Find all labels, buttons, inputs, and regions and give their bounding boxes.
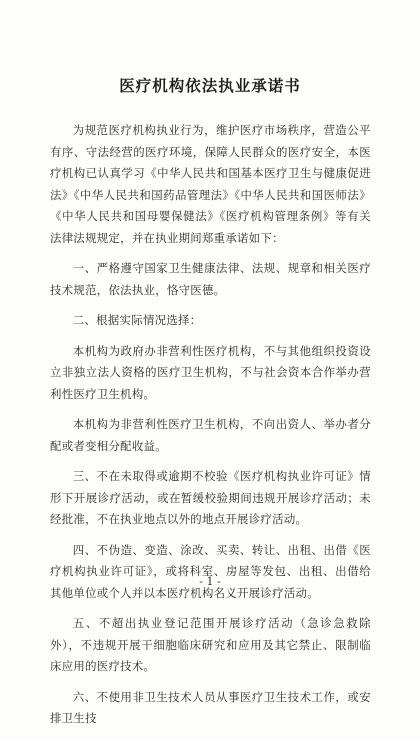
paragraph-option-b: 本机构为非营利性医疗卫生机构，不向出资人、举办者分配或者变相分配收益。 (50, 417, 371, 453)
paragraph-item-5: 五、不超出执业登记范围开展诊疗活动（急诊急救除外），不违规开展干细胞临床研究和应用及其它禁止、限制临床应用的医疗技术。 (50, 616, 371, 673)
document-title: 医疗机构依法执业承诺书 (119, 76, 301, 95)
paragraph-intro: 为规范医疗机构执业行为，维护医疗市场秩序，营造公平有序、守法经营的医疗环境，保障人民群众的医疗安全，本医疗机构已认真学习《中华人民共和国基本医疗卫生与健康促进法》《中华人民共和国药品管理法》《中华人民共和国医师法》《中华人民共和国母婴保健法》《医疗机构管理条例》等有关法律法规规定，并在执业期间郑重承诺如下： (50, 123, 371, 245)
page-number: - 1 - (199, 575, 221, 588)
paragraph-item-2: 二、根据实际情况选择： (72, 313, 202, 327)
paragraph-item-1: 一、严格遵守国家卫生健康法律、法规、规章和相关医疗技术规范，依法执业，恪守医德。 (50, 261, 371, 297)
document-body (50, 120, 371, 739)
paragraph-item-6: 六、不使用非卫生技术人员从事医疗卫生技术工作，或安排卫生技 (50, 689, 371, 725)
paragraph-option-a: 本机构为政府办非营利性医疗机构，不与其他组织投资设立非独立法人资格的医疗卫生机构，不与社会资本合作举办营利性医疗卫生机构。 (50, 343, 371, 401)
paragraph-item-3: 三、不在未取得或逾期不校验《医疗机构执业许可证》情形下开展诊疗活动，或在暂缓校验期间违规开展诊疗活动；未经批准，不在执业地点以外的地点开展诊疗活动。 (50, 469, 371, 526)
paragraph-item-4: 四、不伪造、变造、涂改、买卖、转让、出租、出借《医疗机构执业许可证》，或将科室、房屋等发包、出租、出借给其他单位或个人并以本医疗机构名义开展诊疗活动。 (50, 542, 371, 600)
